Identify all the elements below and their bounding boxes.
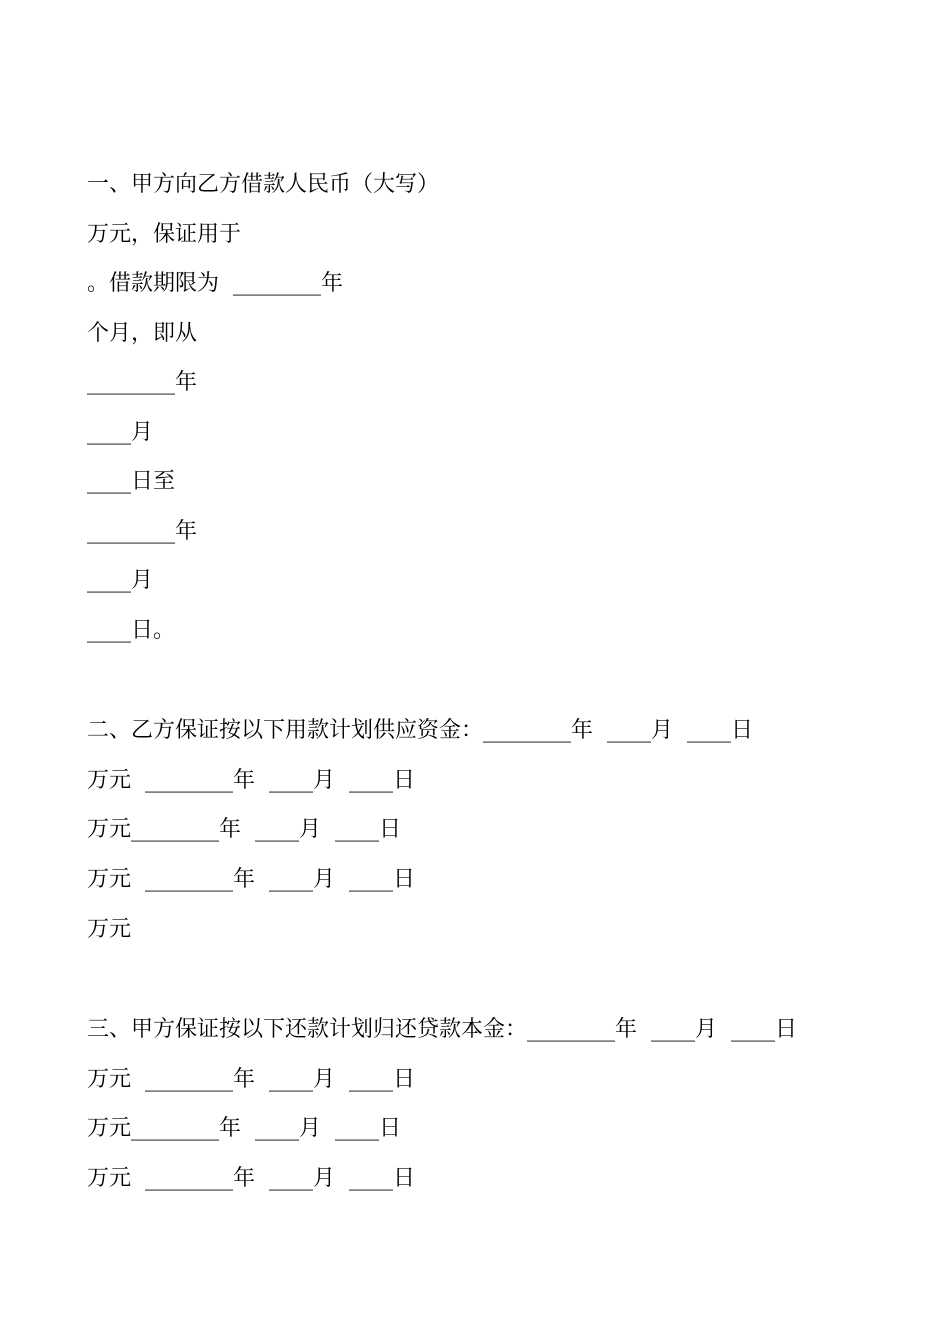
section1-start-month: ____月 — [87, 420, 154, 445]
section1-end-day: ____日。 — [87, 618, 176, 643]
section1-line-term: 。借款期限为 ________年 — [87, 271, 343, 296]
section3-schedule-row: 万元 ________年 ____月 ____日 — [87, 1166, 415, 1191]
section1-end-year: ________年 — [87, 519, 198, 544]
section2-schedule-row: 万元________年 ____月 ____日 — [87, 817, 401, 842]
section2-schedule-row: 万元 ________年 ____月 ____日 — [87, 768, 415, 793]
section1-line-from: 个月，即从 — [87, 321, 198, 346]
section1-end-month: ____月 — [87, 568, 154, 593]
section1-heading: 一、甲方向乙方借款人民币（大写） — [87, 172, 440, 197]
section2-schedule-end: 万元 — [87, 917, 132, 942]
section1-line-purpose: 万元，保证用于 — [87, 222, 242, 247]
section2-schedule-row: 万元 ________年 ____月 ____日 — [87, 867, 415, 892]
section2-heading: 二、乙方保证按以下用款计划供应资金：________年 ____月 ____日 — [87, 718, 753, 743]
section1-start-day: ____日至 — [87, 469, 176, 494]
section3-schedule-row: 万元________年 ____月 ____日 — [87, 1116, 401, 1141]
section1-start-year: ________年 — [87, 370, 198, 395]
section3-schedule-row: 万元 ________年 ____月 ____日 — [87, 1067, 415, 1092]
section3-heading: 三、甲方保证按以下还款计划归还贷款本金：________年 ____月 ____日 — [87, 1017, 797, 1042]
